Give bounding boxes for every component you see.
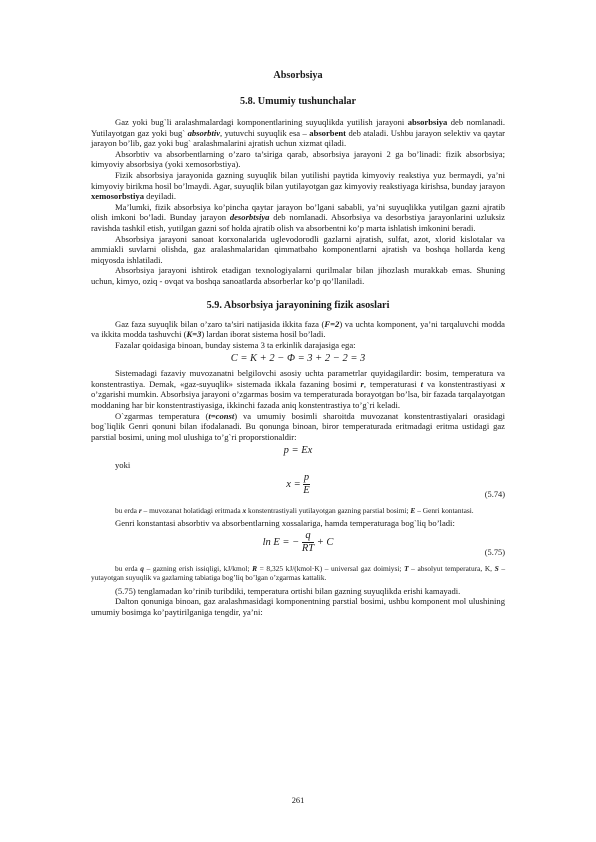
formula-phase-rule: C = K + 2 − Φ = 3 + 2 − 2 = 3 [230, 353, 366, 365]
paragraph: Gaz yoki bug`li aralashmalardagi komponentlarining suyuqlikda yutilish jarayoni absorbsiya deb nomlanadi. Yutilayotgan gaz yoki bug` absorbtiv, yutuvchi suyuqlik esa – absorbent deb ataladi. Ushbu jarayon selektiv va qaytar jarayon bo’lib, gaz yoki bug` aralashmalarini ajratish uchun xizmat qiladi. [91, 117, 505, 149]
chapter-title: Absorbsiya [273, 70, 323, 81]
formula-lhs: x = [286, 478, 301, 490]
fraction [302, 530, 314, 555]
paragraph: Fizik absorbsiya jarayonida gazning suyuqlik bilan yutilishi paytida kimyoviy reakstiya yuz bermaydi, ya’ni kimyoviy birikma hosil bo’lmaydi. Agar, suyuqlik bilan yutilayotgan gaz kimyoviy reakstiyaga kirishsa, bunday jarayon xemosorbstiya deyiladi. [91, 169, 505, 202]
paragraph: Dalton qonuniga binoan, gaz aralashmasidagi komponentning parstial bosimi, ushbu komponent mol ulushining umumiy bosimga ko’paytirilganiga tengdir, ya’ni: [91, 596, 505, 618]
fraction [303, 472, 309, 497]
fraction-denominator: E [303, 485, 310, 497]
section-title-5-9: 5.9. Absorbsiya jarayonining fizik asoslari [206, 299, 390, 311]
paragraph: Gaz faza suyuqlik bilan o’zaro ta’siri natijasida ikkita faza (F=2) va uchta komponent, ya’ni tarqaluvchi modda va ikkita modda tashuvchi (K=3) lardan iborat sistema hosil bo’ladi. [91, 318, 505, 340]
paragraph: Absorbsiya jarayoni ishtirok etadigan texnologiyalarni qurilmalar bilan jihozlash murakkab emas. Shuning uchun, kimyo, oziq - ovqat va boshqa sanoatlarda absorberlar ko’p qo’llaniladi. [91, 265, 505, 286]
paragraph: Ma’lumki, fizik absorbsiya ko’pincha qaytar jarayon bo’lgani sababli, ya’ni suyuqlikka yutilgan gazni ajratib olish imkoni bo’ladi. Bunday jarayon desorbtsiya deb nomlanadi. Absorbsiya va desorbstiya jarayonlarini uzluksiz ravishda tashkil etish, yutilgan gazni sof holda ajratib olish va absorbentni ko’p marta ishlatish imkonini beradi. [91, 201, 505, 233]
formula-lhs: ln E = − [262, 536, 300, 548]
paragraph: Genri konstantasi absorbtiv va absorbentlarning xossalariga, hamda temperaturaga bog`liq bo’ladi: [115, 518, 455, 529]
equation-note: bu erda r – muvozanat holatidagi eritmada x konstentrastiyali yutilayotgan gazning parstial bosimi; E – Genri kontantasi. [115, 506, 474, 516]
fraction-numerator: q [305, 530, 311, 542]
section-title-5-8: 5.8. Umumiy tushunchalar [239, 96, 357, 107]
formula-rhs: + C [316, 536, 334, 548]
page-content [91, 68, 505, 618]
paragraph: Absorbtiv va absorbentlarning o’zaro ta’siriga qarab, absorbsiya jarayoni 2 ga bo’linadi: fizik absorbsiya; kimyoviy absorbsiya (yoki xemosorbstiya). [91, 148, 505, 170]
formula-5-74 [91, 472, 505, 504]
equation-number: (5.74) [484, 490, 505, 500]
paragraph: O`zgarmas temperatura (t=const) va umumiy bosimli sharoitda muvozanat konstentrastiyalari orasidagi bog`liqlik Genri qonuni bilan ifodalanadi. Bu qonunga binoan, biror temperaturada eritmadagi eritma ustidagi gaz parstial bosimi, uning mol ulushiga to’g`ri proporstionaldir: [91, 410, 505, 442]
connector-text: yoki [115, 460, 131, 471]
paragraph: Sistemadagi fazaviy muvozanatni belgilovchi asosiy uchta parametrlar quyidagilardir: bosim, temperatura va konstentrastiya. Demak, «gaz-suyuqlik» sistemada ikkala fazaning bosimi r, temperaturasi t va konstentrastiyasi x o’zgarishi mumkin. Absorbsiya jarayoni o’zgarmas bosim va temperaturada borayotgan bo’lsa, bir fazada tarqalayotgan moddaning har bir konstentrastiyasiga, ikkinchi fazada aniq konstentrastiya to’g`ri keladi. [91, 368, 505, 411]
fraction-numerator: p [303, 472, 310, 484]
equation-note: bu erda q – gazning erish issiqligi, kJ/kmol; R = 8,325 kJ/(kmol·K) – universal gaz doimiysi; T – absolyut temperatura, K, S – yutayotgan suyuqlik va gazlarning tabiatiga bog’liq bo’lgan o’zgarmas kattalik. [91, 564, 506, 583]
paragraph: Fazalar qoidasiga binoan, bunday sistema 3 ta erkinlik darajasiga ega: [115, 339, 356, 350]
equation-number: (5.75) [484, 548, 505, 558]
formula-henry-law: p = Ex [283, 445, 313, 457]
formula-5-75 [91, 530, 505, 562]
page-number: 261 [291, 796, 305, 805]
paragraph: Absorbsiya jarayoni sanoat korxonalarida uglevodorodli gazlarni ajratish, sulfat, azot, xlorid kislotalar va ammiakli suvlarni olishda, gaz aralashmalaridan qimmatbaho komponentlarni ajratish va boshqa hollarda keng miqyosda ishlatiladi. [91, 233, 505, 265]
fraction-denominator: RT [301, 543, 315, 555]
paragraph: (5.75) tenglamadan ko’rinib turibdiki, temperatura ortishi bilan gazning suyuqlikda erishi kamayadi. [115, 585, 461, 596]
